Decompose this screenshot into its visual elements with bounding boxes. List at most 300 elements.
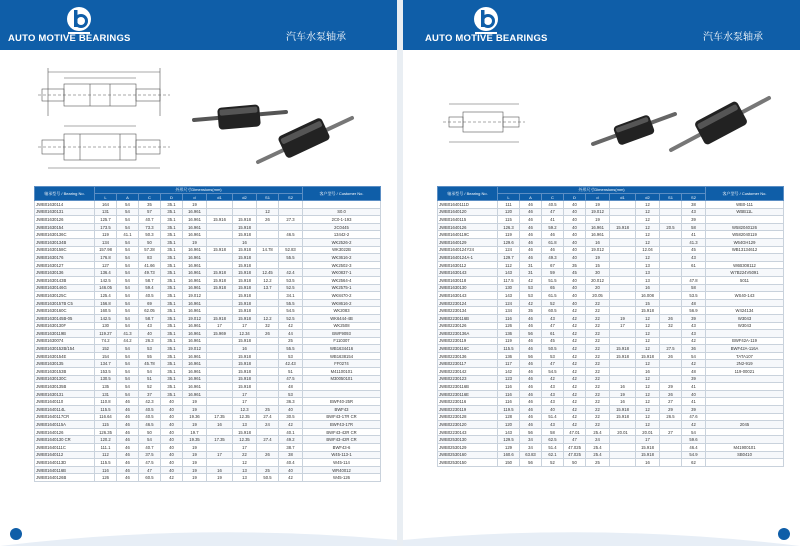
dimension-cell: [207, 406, 233, 414]
dimension-cell: 15.969: [207, 330, 233, 338]
dimension-cell: 35.1: [161, 307, 183, 315]
dimension-cell: 12: [636, 406, 660, 414]
dimension-cell: 42: [564, 322, 586, 330]
customer-number-cell: WB13134612: [706, 246, 784, 254]
dimension-cell: 17: [207, 322, 233, 330]
dimension-cell: 26.3: [139, 337, 161, 345]
dimension-cell: 31: [520, 269, 542, 277]
dimension-cell: 43: [542, 421, 564, 429]
bearing-number-cell: JWB01640120: [438, 208, 498, 216]
bearing-number-cell: JWB01630158C: [35, 246, 95, 254]
dimension-cell: 50.5: [257, 474, 279, 482]
dimension-cell: 157.98: [95, 246, 117, 254]
dimension-cell: 35.1: [161, 352, 183, 360]
bearing-number-cell: JWB02230142: [438, 368, 498, 376]
dimension-cell: 136: [498, 330, 520, 338]
table-row: [35, 390, 381, 398]
bearing-number-cell: JWB01630153B: [35, 368, 95, 376]
dimension-cell: 19: [183, 238, 207, 246]
table-row: [438, 231, 784, 239]
dimension-cell: 29: [660, 383, 682, 391]
dimension-cell: 19: [586, 254, 610, 262]
dimension-cell: 35.1: [161, 231, 183, 239]
dimension-cell: 46: [117, 451, 139, 459]
dimension-cell: 62.05: [139, 307, 161, 315]
dimension-cell: 42: [542, 375, 564, 383]
dimension-cell: 35.1: [161, 314, 183, 322]
dimension-cell: 55.5: [279, 299, 303, 307]
bearing-number-cell: JWB01630126: [35, 216, 95, 224]
dimension-cell: 16.961: [183, 375, 207, 383]
dimension-cell: 15.918: [610, 223, 636, 231]
customer-number-cell: WK8470-2: [303, 292, 381, 300]
table-row: [35, 383, 381, 391]
dimension-cell: 42: [564, 383, 586, 391]
dimension-cell: 52: [139, 383, 161, 391]
dimension-cell: [257, 201, 279, 209]
customer-number-cell: BWF42A-116A: [706, 345, 784, 353]
dimension-cell: 46.5: [279, 231, 303, 239]
dimension-cell: 42.43: [279, 360, 303, 368]
dimension-cell: 134: [95, 238, 117, 246]
table-row: [438, 322, 784, 330]
header-col-d2: d2: [233, 194, 257, 201]
dimension-cell: 42: [161, 474, 183, 482]
dimension-cell: 40.5: [542, 201, 564, 209]
dimension-cell: 12.35: [233, 436, 257, 444]
dimension-cell: 60.5: [139, 474, 161, 482]
table-row: [35, 398, 381, 406]
bearing-number-cell: JWB01630154E: [35, 352, 95, 360]
dimension-cell: [610, 330, 636, 338]
dimension-cell: 52.5: [279, 314, 303, 322]
bearing-number-cell: JWB01640126: [35, 428, 95, 436]
dimension-cell: 20.5: [660, 223, 682, 231]
customer-number-cell: 2N2-919: [706, 360, 784, 368]
dimension-cell: 15.918: [233, 428, 257, 436]
dimension-cell: 15.918: [636, 352, 660, 360]
dimension-cell: 15.918: [233, 375, 257, 383]
table-row: [35, 466, 381, 474]
dimension-cell: 41.1: [117, 231, 139, 239]
dimension-cell: 115.5: [498, 345, 520, 353]
dimension-cell: 16.961: [183, 390, 207, 398]
dimension-cell: 30.5: [279, 413, 303, 421]
dimension-cell: 15.918: [233, 269, 257, 277]
dimension-cell: 46: [520, 201, 542, 209]
table-row: [35, 231, 381, 239]
dimension-cell: 16.961: [183, 383, 207, 391]
bearing-number-cell: JWB01640126: [438, 223, 498, 231]
dimension-cell: 156.8: [95, 299, 117, 307]
table-row: [35, 375, 381, 383]
bearing-number-cell: JWB01640126B: [35, 474, 95, 482]
dimension-cell: 46: [542, 231, 564, 239]
dimension-cell: 40: [564, 223, 586, 231]
dimension-cell: [279, 261, 303, 269]
dimension-cell: 16.961: [183, 368, 207, 376]
customer-number-cell: W3043: [706, 314, 784, 322]
dimension-cell: 35.1: [161, 208, 183, 216]
dimension-cell: [207, 345, 233, 353]
table-row: [438, 299, 784, 307]
dimension-cell: [660, 337, 682, 345]
customer-number-cell: WK2564-4: [303, 276, 381, 284]
dimension-cell: 43: [542, 383, 564, 391]
bearing-number-cell: JWB02230120: [438, 421, 498, 429]
dimension-cell: 29: [660, 406, 682, 414]
table-row: [438, 201, 784, 209]
bearing-number-cell: JWB02230119: [438, 406, 498, 414]
dimension-cell: 35: [564, 261, 586, 269]
dimension-cell: 54: [117, 238, 139, 246]
dimension-cell: 61.8: [542, 238, 564, 246]
customer-number-cell: W64GH129: [706, 238, 784, 246]
dimension-cell: [660, 299, 682, 307]
dimension-cell: 111: [498, 201, 520, 209]
dimension-cell: 136.4: [95, 269, 117, 277]
dimension-cell: [660, 269, 682, 277]
dimension-cell: 22: [586, 352, 610, 360]
dimension-cell: 125.4: [95, 292, 117, 300]
dimension-cell: 22: [586, 322, 610, 330]
dimension-cell: 40: [564, 299, 586, 307]
dimension-cell: 46.5: [139, 421, 161, 429]
customer-number-cell: BWF42A-119: [706, 337, 784, 345]
dimension-cell: 35.1: [161, 276, 183, 284]
dimension-cell: 40: [564, 276, 586, 284]
dimension-cell: 52: [542, 299, 564, 307]
dimension-cell: 16: [233, 238, 257, 246]
dimension-cell: [257, 299, 279, 307]
dimension-cell: 47: [542, 322, 564, 330]
dimension-cell: 26: [257, 216, 279, 224]
dimension-cell: 54: [117, 299, 139, 307]
table-row: [438, 459, 784, 467]
customer-number-cell: WK8616-2: [303, 299, 381, 307]
dimension-cell: 15.918: [233, 352, 257, 360]
bearing-number-cell: JWB02230116: [438, 398, 498, 406]
bearing-spec-table: [34, 186, 381, 482]
dimension-cell: 152: [95, 345, 117, 353]
table-row: [438, 238, 784, 246]
dimension-cell: 49.3: [542, 254, 564, 262]
table-row: [35, 299, 381, 307]
header-col-d: D: [161, 194, 183, 201]
customer-number-cell: WK3022B: [303, 246, 381, 254]
customer-number-cell: [303, 390, 381, 398]
dimension-cell: [610, 231, 636, 239]
dimension-cell: 32: [257, 322, 279, 330]
dimension-cell: 129.7: [498, 254, 520, 262]
bearing-number-cell: JWB01630135: [35, 360, 95, 368]
dimension-cell: 58: [542, 428, 564, 436]
dimension-cell: 46: [542, 246, 564, 254]
dimension-cell: [610, 201, 636, 209]
dimension-cell: 19: [183, 459, 207, 467]
dimension-cell: 39: [682, 375, 706, 383]
dimension-cell: 54: [682, 428, 706, 436]
customer-number-cell: W6B308112: [706, 261, 784, 269]
dimension-cell: 40: [161, 451, 183, 459]
dimension-cell: 40.4: [279, 459, 303, 467]
dimension-cell: 51: [139, 375, 161, 383]
dimension-cell: 134.7: [95, 360, 117, 368]
dimension-cell: 40: [161, 398, 183, 406]
dimension-cell: 56: [520, 352, 542, 360]
dimension-cell: 13: [233, 466, 257, 474]
dimension-cell: [660, 284, 682, 292]
dimension-cell: 53: [279, 352, 303, 360]
table-row: [35, 201, 381, 209]
bearing-number-cell: JWB02530130: [438, 436, 498, 444]
footer-decoration: [403, 518, 800, 546]
dimension-cell: 40: [564, 292, 586, 300]
dimension-cell: 19.36: [183, 413, 207, 421]
customer-number-cell: 2045: [706, 421, 784, 429]
dimension-cell: 42: [564, 368, 586, 376]
dimension-cell: [257, 383, 279, 391]
dimension-cell: 12.04: [636, 246, 660, 254]
dimension-cell: [257, 428, 279, 436]
dimension-cell: 45: [542, 337, 564, 345]
dimension-cell: 15.918: [233, 231, 257, 239]
dimension-cell: 15.918: [207, 276, 233, 284]
dimension-cell: 35.1: [161, 284, 183, 292]
dimension-cell: 15.918: [233, 299, 257, 307]
header-bearing-no: 轴承型号 / Bearing No.: [438, 187, 498, 201]
dimension-cell: [257, 223, 279, 231]
dimension-cell: 27: [660, 428, 682, 436]
dimension-cell: 16: [610, 398, 636, 406]
bearing-number-cell: JWB01630143: [438, 292, 498, 300]
dimension-cell: [257, 368, 279, 376]
table-row: [35, 368, 381, 376]
dimension-cell: 16.961: [183, 276, 207, 284]
dimension-cell: 54: [117, 261, 139, 269]
bearing-number-cell: JWB01630130: [438, 284, 498, 292]
dimension-cell: 45.78: [139, 360, 161, 368]
dimension-cell: 51.5: [542, 276, 564, 284]
dimension-cell: 54.9: [682, 451, 706, 459]
dimension-cell: 40.1: [279, 428, 303, 436]
customer-number-cell: BWF9093: [303, 330, 381, 338]
dimension-cell: 115.5: [95, 459, 117, 467]
dimension-cell: [257, 231, 279, 239]
customer-number-cell: WK6444-4B: [303, 314, 381, 322]
dimension-cell: 19: [207, 474, 233, 482]
dimension-cell: 12: [636, 375, 660, 383]
dimension-cell: 54: [117, 375, 139, 383]
dimension-cell: 47: [542, 360, 564, 368]
dimension-cell: 119: [498, 337, 520, 345]
dimension-cell: 40.7: [139, 444, 161, 452]
table-row: [35, 345, 381, 353]
dimension-cell: 16: [207, 466, 233, 474]
dimension-cell: 38: [682, 201, 706, 209]
dimension-cell: 26: [257, 451, 279, 459]
dimension-cell: [257, 337, 279, 345]
table-row: [35, 284, 381, 292]
table-row: [438, 269, 784, 277]
bearing-number-cell: JWB01630176: [35, 254, 95, 262]
bearing-photo-2: [665, 92, 775, 156]
dimension-cell: 35: [520, 307, 542, 315]
dimension-cell: 42: [564, 307, 586, 315]
dimension-cell: 39: [682, 314, 706, 322]
brand-name: AUTO MOTIVE BEARINGS: [8, 33, 131, 44]
dimension-cell: [660, 231, 682, 239]
dimension-cell: 12: [233, 459, 257, 467]
customer-number-cell: M30050101: [303, 375, 381, 383]
dimension-cell: 35.1: [161, 201, 183, 209]
dimension-cell: 19: [183, 466, 207, 474]
dimension-cell: 40: [161, 444, 183, 452]
customer-number-cell: [706, 413, 784, 421]
table-row: [438, 337, 784, 345]
dimension-cell: 40.7: [139, 216, 161, 224]
dimension-cell: 111.1: [95, 444, 117, 452]
page-header: [0, 0, 397, 50]
dimension-cell: 19: [183, 444, 207, 452]
dimension-cell: 15.918: [610, 413, 636, 421]
dimension-cell: 160.5: [95, 307, 117, 315]
dimension-cell: 142: [498, 368, 520, 376]
table-row: [35, 451, 381, 459]
dimension-cell: 19: [183, 406, 207, 414]
dimension-cell: 120: [498, 421, 520, 429]
dimension-cell: 47: [564, 436, 586, 444]
dimension-cell: [257, 261, 279, 269]
bearing-number-cell: JWB02230136A: [438, 330, 498, 338]
dimension-cell: 25: [586, 459, 610, 467]
dimension-cell: 129: [498, 444, 520, 452]
dimension-cell: 35.1: [161, 390, 183, 398]
dimension-cell: 46: [117, 466, 139, 474]
dimension-cell: 12: [636, 254, 660, 262]
bearing-number-cell: JWB02530160: [438, 451, 498, 459]
customer-number-cell: 2C0-1-193: [303, 216, 381, 224]
customer-number-cell: [706, 284, 784, 292]
dimension-cell: 40.5: [139, 292, 161, 300]
brand-subtitle-cn: 汽车水泵轴承: [703, 32, 763, 43]
dimension-cell: 41: [542, 216, 564, 224]
dimension-cell: [660, 246, 682, 254]
dimension-cell: 53.5: [682, 292, 706, 300]
dimension-cell: 46: [520, 322, 542, 330]
dimension-cell: [660, 368, 682, 376]
dimension-cell: 40: [139, 330, 161, 338]
page-marker: [778, 528, 790, 540]
table-row: [438, 345, 784, 353]
bearing-number-cell: JWB01640129: [438, 238, 498, 246]
bearing-number-cell: JWB01640124A-1: [438, 254, 498, 262]
dimension-cell: 13: [233, 474, 257, 482]
dimension-cell: 47.8: [682, 276, 706, 284]
bearing-number-cell: JWB01630119B: [35, 330, 95, 338]
dimension-cell: 53: [279, 390, 303, 398]
dimension-cell: 123: [498, 375, 520, 383]
dimension-cell: 42: [564, 398, 586, 406]
table-row: [438, 368, 784, 376]
dimension-cell: 40: [279, 466, 303, 474]
dimension-cell: 12: [636, 216, 660, 224]
dimension-cell: 41.3: [117, 330, 139, 338]
dimension-cell: 19: [610, 390, 636, 398]
dimension-cell: 32: [660, 322, 682, 330]
dimension-cell: 22: [233, 451, 257, 459]
dimension-cell: 40: [564, 238, 586, 246]
dimension-cell: [257, 398, 279, 406]
customer-number-cell: BWF43-42R CR: [303, 428, 381, 436]
dimension-cell: [660, 459, 682, 467]
dimension-cell: 54: [117, 360, 139, 368]
dimension-cell: [610, 299, 636, 307]
table-row: [35, 216, 381, 224]
dimension-cell: [660, 360, 682, 368]
dimension-cell: 43: [542, 390, 564, 398]
table-row: [438, 421, 784, 429]
header-col-l: L: [498, 194, 520, 201]
dimension-cell: 55.5: [279, 345, 303, 353]
bearing-number-cell: JWB01640117CR: [35, 413, 95, 421]
bearing-number-cell: JWB01630074: [35, 337, 95, 345]
bearing-number-cell: JWB01640110: [35, 398, 95, 406]
dimension-cell: 20.01: [610, 428, 636, 436]
dimension-cell: 46: [520, 246, 542, 254]
table-row: [35, 208, 381, 216]
dimension-cell: [279, 223, 303, 231]
dimension-cell: 40: [161, 406, 183, 414]
dimension-cell: 61: [542, 330, 564, 338]
table-row: [438, 307, 784, 315]
dimension-cell: 46: [520, 216, 542, 224]
dimension-cell: 131: [95, 208, 117, 216]
dimension-cell: 41.66: [139, 261, 161, 269]
dimension-cell: 130.5: [95, 375, 117, 383]
dimension-cell: 17.35: [207, 413, 233, 421]
dimension-cell: 15.918: [233, 254, 257, 262]
dimension-cell: 135: [95, 383, 117, 391]
dimension-cell: 112: [498, 261, 520, 269]
dimension-cell: 42: [279, 322, 303, 330]
dimension-cell: 16.961: [183, 246, 207, 254]
table-row: [438, 436, 784, 444]
dimension-cell: 25.4: [586, 444, 610, 452]
customer-number-cell: WK3616-2: [303, 254, 381, 262]
dimension-cell: 143: [498, 428, 520, 436]
dimension-cell: 13.7: [257, 284, 279, 292]
bearing-number-cell: JWB02530150: [438, 459, 498, 467]
table-row: [438, 360, 784, 368]
dimension-cell: 47.5: [139, 459, 161, 467]
dimension-cell: 15.918: [636, 451, 660, 459]
bearing-number-cell: JWB01630131: [35, 390, 95, 398]
dimension-cell: [207, 223, 233, 231]
dimension-cell: 150: [498, 459, 520, 467]
dimension-cell: [207, 459, 233, 467]
dimension-cell: 59: [542, 269, 564, 277]
dimension-cell: [610, 368, 636, 376]
dimension-cell: [207, 398, 233, 406]
dimension-cell: [257, 375, 279, 383]
table-row: [35, 314, 381, 322]
dimension-cell: 46: [520, 337, 542, 345]
table-row: [438, 246, 784, 254]
dimension-cell: 38.7: [279, 444, 303, 452]
dimension-cell: 12: [636, 421, 660, 429]
dimension-cell: 20.05: [586, 292, 610, 300]
